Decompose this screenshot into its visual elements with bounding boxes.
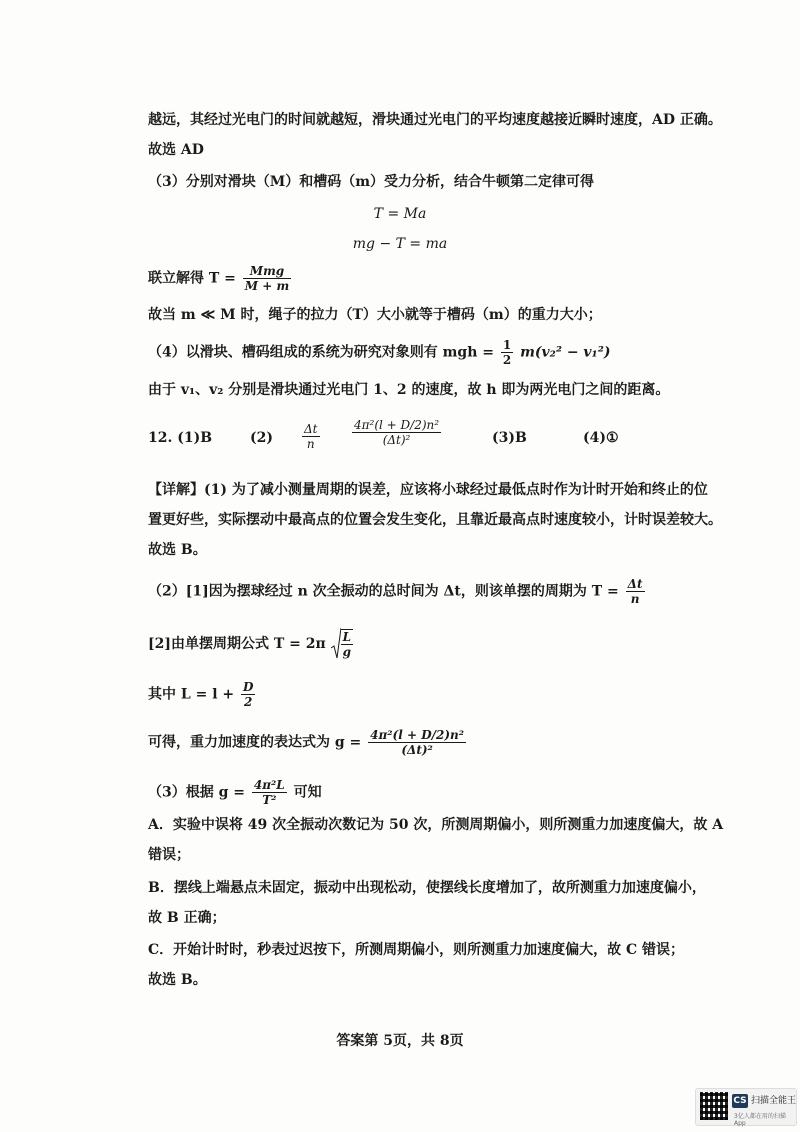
scanner-app-name: 扫描全能王 [751, 1096, 797, 1106]
text-line: B．摆线上端悬点未固定，振动中出现松动，使摆线长度增加了，故所测重力加速度偏小， [148, 880, 706, 896]
fraction [341, 629, 353, 659]
text-line: 【详解】(1) 为了减小测量周期的误差，应该将小球经过最低点时作为计时开始和终止的位 [148, 482, 708, 498]
text-line [148, 728, 468, 757]
fraction-denominator: n [306, 437, 315, 451]
fraction-denominator: n [630, 592, 640, 606]
text-line: 故选 B。 [148, 542, 207, 558]
text-line: （3）分别对滑块（M）和槽码（m）受力分析，结合牛顿第二定律可得 [148, 174, 595, 190]
text-line: 故选 AD [148, 142, 204, 158]
answer-2-label: (2) [250, 430, 273, 446]
answer-2-fraction [300, 422, 322, 451]
scanner-watermark-badge [695, 1088, 797, 1126]
fraction [252, 778, 287, 807]
fraction-numerator: Mmg [243, 264, 291, 279]
fraction-denominator: (Δt)² [401, 743, 433, 757]
fraction-numerator: L [342, 630, 352, 644]
text-prefix: 联立解得 T = [148, 270, 236, 287]
fraction-denominator: M + m [244, 279, 290, 293]
fraction [626, 577, 645, 606]
text-line [148, 778, 322, 807]
fraction-numerator: Δt [627, 577, 643, 591]
equation: mg − T = ma [352, 236, 448, 252]
answer-4: (4)① [583, 430, 619, 446]
scanner-tagline: 3亿人都在用的扫描App [734, 1113, 786, 1127]
text-line [148, 628, 355, 660]
fraction [243, 264, 291, 293]
fraction-numerator: Δt [304, 422, 318, 436]
equation: T = Ma [373, 206, 427, 222]
fraction-denominator: (Δt)² [382, 433, 411, 447]
fraction-denominator: 2 [502, 353, 512, 367]
text-line: 故选 B。 [148, 972, 207, 988]
fraction-numerator: 4π²L [253, 778, 285, 792]
fraction-denominator: g [342, 645, 352, 659]
text-suffix: m(v₂² − v₁²) [520, 344, 611, 361]
square-root [331, 628, 355, 660]
fraction-denominator: 2 [244, 695, 253, 709]
text-line: 故 B 正确； [148, 910, 226, 926]
text-prefix: [2]由单摆周期公式 T = 2π [148, 636, 326, 652]
fraction [501, 338, 513, 367]
text-line: A．实验中误将 49 次全振动次数记为 50 次，所测周期偏小，则所测重力加速度偏大，故 A [148, 817, 724, 833]
text-line: 错误； [148, 847, 190, 863]
fraction [368, 728, 466, 757]
radical-sign-icon [331, 628, 341, 660]
text-prefix: 可得，重力加速度的表达式为 g = [148, 734, 362, 751]
fraction-numerator: 4π²(l + D/2)n² [354, 418, 440, 432]
text-suffix: 可知 [293, 784, 322, 801]
text-prefix: 其中 L = l + [148, 686, 235, 703]
text-line: C．开始计时时，秒表过迟按下，所测周期偏小，则所测重力加速度偏大，故 C 错误； [148, 942, 685, 958]
answer-1: 12. (1)B [148, 430, 213, 446]
text-line [148, 338, 610, 367]
text-line [148, 680, 257, 709]
text-line [148, 577, 647, 606]
fraction-denominator: T² [262, 793, 277, 807]
text-line: 置更好些，实际摆动中最高点的位置会发生变化，且靠近最高点时速度较小，计时误差较大。 [148, 512, 722, 528]
fraction-numerator: 1 [502, 338, 512, 352]
text-prefix: （2）[1]因为摆球经过 n 次全振动的总时间为 Δt，则该单摆的周期为 T = [148, 583, 619, 600]
text-line [148, 264, 293, 293]
text-prefix: （3）根据 g = [148, 784, 246, 801]
answer-2-formula [350, 418, 443, 447]
fraction-numerator: D [243, 680, 254, 694]
text-line: 由于 v₁、v₂ 分别是滑块通过光电门 1、2 的速度，故 h 即为两光电门之间的距离。 [148, 382, 670, 398]
page-footer: 答案第 5页，共 8页 [336, 1033, 464, 1049]
fraction-numerator: 4π²(l + D/2)n² [370, 728, 464, 742]
qr-code-icon [700, 1092, 728, 1120]
text-line: 越远，其经过光电门的时间就越短，滑块通过光电门的平均速度越接近瞬时速度，AD 正确。 [148, 112, 722, 128]
scanner-logo-icon: CS [733, 1096, 747, 1106]
answer-3: (3)B [492, 430, 527, 446]
fraction [241, 680, 255, 709]
text-line: 故当 m ≪ M 时，绳子的拉力（T）大小就等于槽码（m）的重力大小； [148, 307, 602, 323]
text-prefix: （4）以滑块、槽码组成的系统为研究对象则有 mgh = [148, 344, 494, 361]
